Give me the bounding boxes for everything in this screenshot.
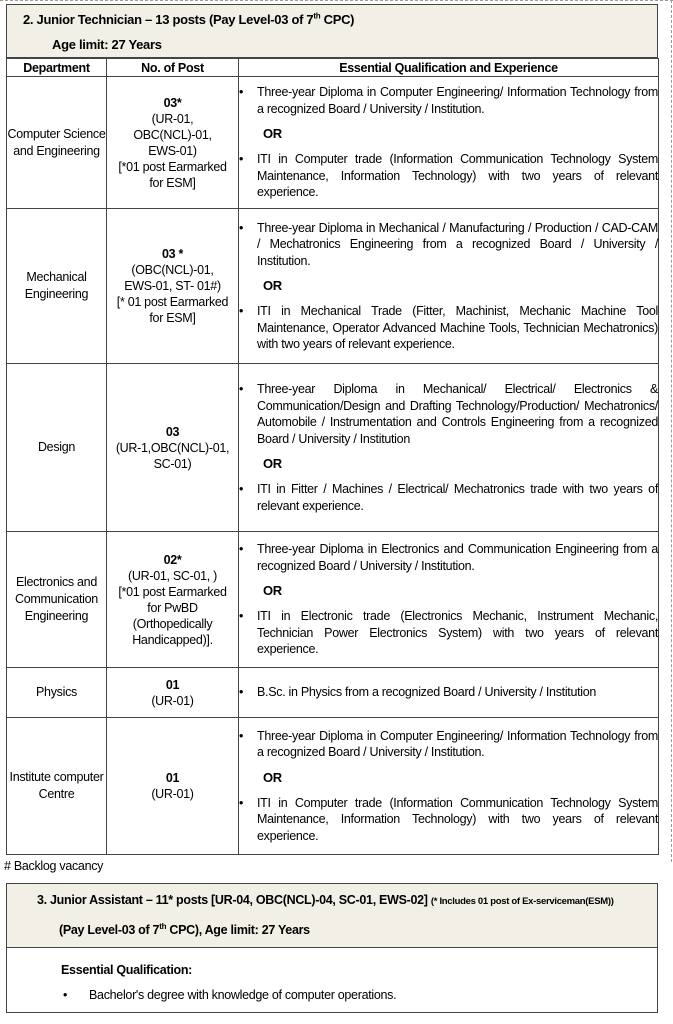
- qualification-item: [239, 303, 658, 353]
- qualification-cell: [239, 718, 659, 855]
- bullet: •: [239, 220, 244, 235]
- post-details: (UR-01): [151, 787, 194, 801]
- qualification-text: Three-year Diploma in Mechanical / Manufacturing / Production / CAD-CAM / Mechatronics Engineering from a recognized Board / University / Institution.: [257, 220, 658, 268]
- section-2-header: [6, 4, 658, 58]
- page-right-border: [671, 0, 672, 862]
- header-qualification: Essential Qualification and Experience: [239, 59, 659, 77]
- post-count: 03: [165, 424, 180, 439]
- section-2-age-limit: Age limit: 27 Years: [52, 37, 162, 52]
- qualification-cell: [239, 364, 659, 532]
- or-label: OR: [263, 456, 282, 471]
- table-row: [7, 532, 659, 668]
- table-row: [7, 209, 659, 364]
- department-cell: Design: [7, 364, 107, 532]
- qualification-item: [239, 728, 658, 761]
- header-no-of-post: No. of Post: [107, 59, 239, 77]
- qualification-item: [239, 381, 658, 447]
- qualification-item: [239, 220, 658, 270]
- qualification-item: [239, 795, 658, 845]
- table-row: [7, 364, 659, 532]
- or-label: OR: [263, 278, 282, 293]
- section-3-header: [7, 884, 657, 948]
- section-2-title-sup: th: [313, 11, 321, 21]
- essential-qualification-text: Bachelor's degree with knowledge of computer operations.: [89, 988, 397, 1002]
- header-department: Department: [7, 59, 107, 77]
- backlog-note: # Backlog vacancy: [4, 859, 104, 873]
- qualification-item: [239, 481, 658, 514]
- bullet: •: [239, 685, 244, 700]
- table-row: [7, 77, 659, 209]
- essential-qualification-label: Essential Qualification:: [61, 963, 193, 977]
- posts-cell: [107, 718, 239, 855]
- qualification-text: ITI in Computer trade (Information Communication Technology System Maintenance, Information Technology) with two years of relevant experience.: [257, 152, 658, 200]
- qualification-item: [239, 608, 658, 658]
- post-count: 02*: [163, 552, 182, 567]
- post-details: (OBC(NCL)-01, EWS-01, ST- 01#) [* 01 post Earmarked for ESM]: [116, 263, 229, 325]
- section-3-note: (* Includes 01 post of Ex-serviceman(ESM)): [430, 896, 614, 907]
- table-row: [7, 668, 659, 718]
- department-cell: Mechanical Engineering: [7, 209, 107, 364]
- qualification-cell: [239, 77, 659, 209]
- section-3-subtitle-sup: th: [159, 921, 167, 931]
- section-3-title-text: 3. Junior Assistant – 11* posts [UR-04, OBC(NCL)-04, SC-01, EWS-02]: [37, 893, 428, 907]
- post-count: 03 *: [161, 247, 184, 261]
- page-top-border: [0, 0, 673, 1]
- section-2-title: [23, 12, 354, 27]
- post-details: (UR-1,OBC(NCL)-01, SC-01): [115, 440, 230, 471]
- post-details: (UR-01, SC-01, ) [*01 post Earmarked for PwBD (Orthopedically Handicapped)].: [118, 568, 227, 647]
- bullet: •: [239, 795, 244, 810]
- qualification-text: ITI in Electronic trade (Electronics Mechanic, Instrument Mechanic, Technician Power Electronics System) with two years of relevant experience.: [257, 609, 658, 657]
- essential-qualification-item: [63, 988, 396, 1002]
- qualification-cell: [239, 532, 659, 668]
- section-3-subtitle: [59, 923, 310, 937]
- posts-cell: [107, 668, 239, 718]
- table-header-row: [7, 59, 659, 77]
- section-2-title-end: CPC): [320, 12, 355, 27]
- qualification-cell: [239, 668, 659, 718]
- bullet: •: [239, 609, 244, 624]
- bullet: •: [63, 988, 68, 1002]
- posts-cell: [107, 209, 239, 364]
- post-count: 01: [165, 771, 180, 785]
- section-2-title-text: 2. Junior Technician – 13 posts (Pay Level-03 of 7: [23, 12, 314, 27]
- qualification-item: [239, 684, 658, 701]
- post-details: (UR-01, OBC(NCL)-01, EWS-01) [*01 post Earmarked for ESM]: [118, 111, 227, 190]
- section-3-subtitle-end: CPC), Age limit: 27 Years: [166, 923, 310, 937]
- bullet: •: [239, 152, 244, 167]
- or-label: OR: [263, 126, 282, 142]
- bullet: •: [239, 482, 244, 496]
- qualification-text: Three-year Diploma in Electronics and Communication Engineering from a recognized Board / University / Institution.: [257, 542, 658, 573]
- bullet: •: [239, 542, 244, 557]
- or-label: OR: [263, 583, 282, 599]
- qualification-text: B.Sc. in Physics from a recognized Board / University / Institution: [257, 685, 597, 700]
- qualification-text: Three-year Diploma in Computer Engineering/ Information Technology from a recognized Board / University / Institution.: [257, 85, 658, 116]
- posts-cell: [107, 364, 239, 532]
- department-cell: Electronics and Communication Engineering: [7, 532, 107, 668]
- qualification-text: ITI in Mechanical Trade (Fitter, Machinist, Mechanic Machine Tool Maintenance, Operator Advanced Machine Tools, Technician Mechatronics) with two years of relevant experience.: [257, 304, 658, 351]
- qualification-text: ITI in Fitter / Machines / Electrical/ Mechatronics trade with two years of relevant experience.: [257, 482, 658, 513]
- bullet: •: [239, 304, 244, 318]
- department-cell: Computer Science and Engineering: [7, 77, 107, 209]
- post-details: (UR-01): [151, 693, 194, 708]
- qualification-cell: [239, 209, 659, 364]
- qualification-item: [239, 84, 658, 117]
- table-row: [7, 718, 659, 855]
- bullet: •: [239, 85, 244, 100]
- department-cell: Physics: [7, 668, 107, 718]
- qualification-text: ITI in Computer trade (Information Communication Technology System Maintenance, Information Technology) with two years of relevant experience.: [257, 795, 658, 843]
- section-3-subtitle-text: (Pay Level-03 of 7: [59, 923, 160, 937]
- qualification-item: [239, 541, 658, 574]
- qualification-text: Three-year Diploma in Mechanical/ Electrical/ Electronics & Communication/Design and Drafting Technology/Production/ Mechatronics/ Automobile / Instrumentation and Controls Engineering from a recognized Board / University / Institution: [257, 382, 658, 446]
- post-count: 03*: [163, 95, 182, 110]
- department-cell: Institute computer Centre: [7, 718, 107, 855]
- bullet: •: [239, 728, 244, 743]
- posts-table: [6, 58, 659, 855]
- posts-cell: [107, 77, 239, 209]
- qualification-item: [239, 151, 658, 201]
- post-count: 01: [165, 677, 180, 692]
- posts-cell: [107, 532, 239, 668]
- qualification-text: Three-year Diploma in Computer Engineering/ Information Technology from a recognized Board / University / Institution.: [257, 728, 658, 760]
- bullet: •: [239, 382, 244, 396]
- section-3-title: [37, 893, 614, 907]
- section-3: [6, 883, 658, 1013]
- or-label: OR: [263, 769, 282, 785]
